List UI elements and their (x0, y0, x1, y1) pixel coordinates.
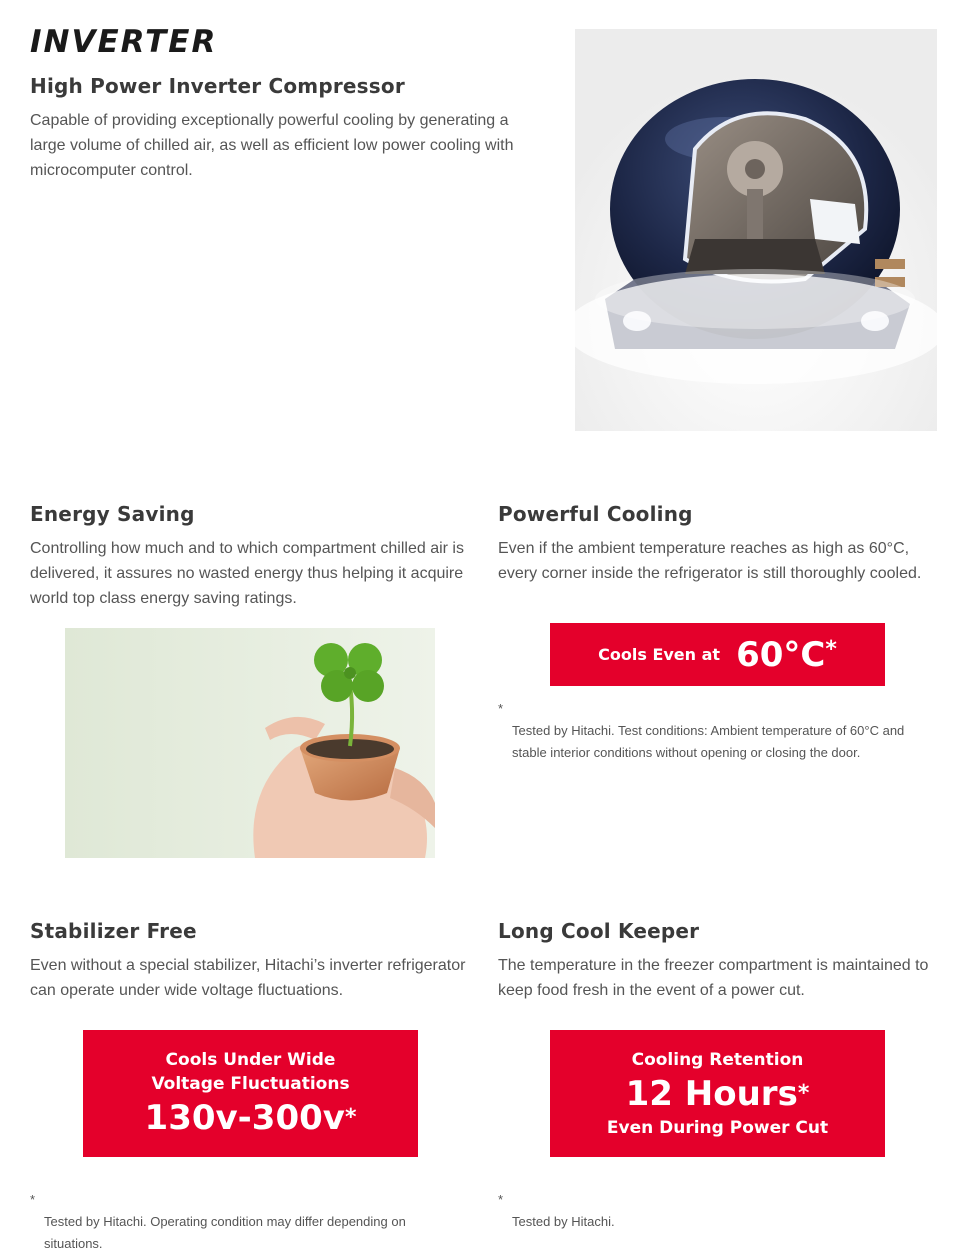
energy-saving-title: Energy Saving (30, 502, 195, 526)
long-cool-keeper-badge (550, 1030, 885, 1157)
compressor-description: Capable of providing exceptionally powerful cooling by generating a large volume of chilled air, as well as efficient low power cooling with microcomputer control. (30, 112, 514, 179)
stabilizer-free-note: Tested by Hitachi. Operating condition may differ depending on situations. (44, 1214, 406, 1251)
powerful-cooling-note: Tested by Hitachi. Test conditions: Ambient temperature of 60°C and stable interior conditions without opening or closing the door. (512, 723, 905, 760)
stabilizer-badge-mark: * (344, 1104, 357, 1130)
long-cool-badge-line3: Even During Power Cut (606, 1117, 829, 1138)
stabilizer-free-footnote (30, 1189, 450, 1255)
footnote-asterisk: * (30, 1192, 36, 1207)
powerful-cooling-badge-prefix: Cools Even at (598, 645, 721, 664)
stabilizer-badge-line2: Voltage Fluctuations (151, 1073, 350, 1094)
long-cool-badge-value-row (626, 1072, 810, 1116)
stabilizer-free-description: Even without a special stabilizer, Hitachi’s inverter refrigerator can operate under wide voltage fluctuations. (30, 957, 466, 999)
inverter-logo (30, 24, 300, 63)
plant-image (65, 628, 435, 858)
long-cool-badge-value: 12 Hours (625, 1073, 798, 1114)
long-cool-keeper-footnote (498, 1189, 918, 1233)
long-cool-keeper-description: The temperature in the freezer compartment is maintained to keep food fresh in the event of a power cut. (498, 957, 929, 999)
long-cool-keeper-title: Long Cool Keeper (498, 919, 700, 943)
footnote-asterisk: * (498, 701, 504, 716)
stabilizer-free-title: Stabilizer Free (30, 919, 197, 943)
compressor-title: High Power Inverter Compressor (30, 74, 405, 98)
long-cool-badge-line1: Cooling Retention (631, 1049, 804, 1070)
long-cool-keeper-note: Tested by Hitachi. (512, 1214, 615, 1229)
stabilizer-badge-value: 130v-300v (144, 1097, 345, 1138)
energy-saving-description: Controlling how much and to which compartment chilled air is delivered, it assures no wasted energy thus helping it acquire world top class energy saving ratings. (30, 540, 464, 607)
powerful-cooling-footnote (498, 698, 938, 764)
stabilizer-badge-line1: Cools Under Wide (165, 1049, 336, 1070)
powerful-cooling-badge (550, 623, 885, 686)
powerful-cooling-badge-value: 60°C (736, 634, 826, 675)
powerful-cooling-title: Powerful Cooling (498, 502, 693, 526)
stabilizer-badge-value-row (145, 1096, 357, 1140)
stabilizer-free-badge (83, 1030, 418, 1157)
powerful-cooling-description: Even if the ambient temperature reaches as high as 60°C, every corner inside the refrigerator is still thoroughly cooled. (498, 540, 922, 582)
footnote-asterisk: * (498, 1192, 504, 1207)
compressor-image (575, 29, 937, 431)
powerful-cooling-badge-mark: * (825, 637, 837, 662)
inverter-logo-text: INVERTER (30, 24, 218, 58)
long-cool-badge-mark: * (797, 1080, 810, 1106)
